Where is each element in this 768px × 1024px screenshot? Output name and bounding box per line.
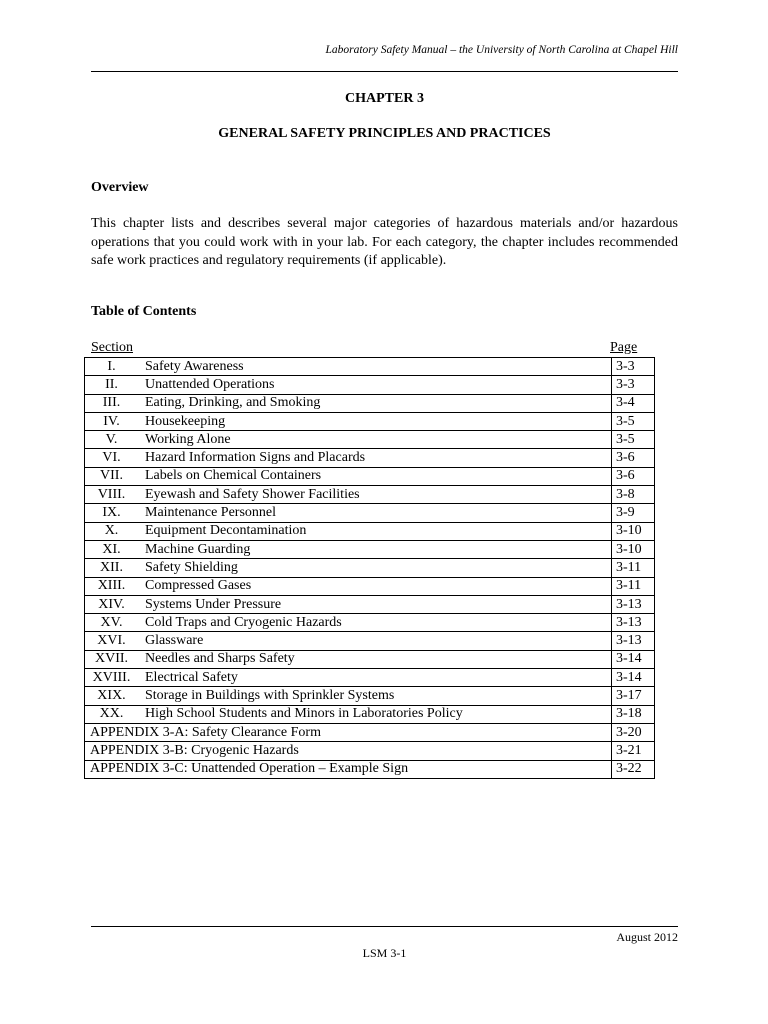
toc-appendix-title: APPENDIX 3-A: Safety Clearance Form bbox=[85, 723, 612, 741]
toc-section-number: XIX. bbox=[85, 687, 139, 705]
toc-page-number: 3-21 bbox=[612, 742, 655, 760]
footer-rule bbox=[91, 926, 678, 927]
toc-row bbox=[85, 486, 655, 504]
toc-page-number: 3-14 bbox=[612, 650, 655, 668]
header-rule bbox=[91, 71, 678, 72]
toc-section-title: Unattended Operations bbox=[138, 376, 612, 394]
toc-row bbox=[85, 504, 655, 522]
toc-section-number: XVII. bbox=[85, 650, 139, 668]
toc-section-number: XX. bbox=[85, 705, 139, 723]
toc-row bbox=[85, 449, 655, 467]
toc-page-number: 3-13 bbox=[612, 614, 655, 632]
toc-section-title: Cold Traps and Cryogenic Hazards bbox=[138, 614, 612, 632]
toc-section-number: XVI. bbox=[85, 632, 139, 650]
toc-row bbox=[85, 522, 655, 540]
toc-row bbox=[85, 412, 655, 430]
toc-section-number: XV. bbox=[85, 614, 139, 632]
running-header: Laboratory Safety Manual – the University of North Carolina at Chapel Hill bbox=[325, 44, 678, 56]
toc-page-number: 3-14 bbox=[612, 669, 655, 687]
toc-section-number: IV. bbox=[85, 412, 139, 430]
toc-section-title: Safety Shielding bbox=[138, 559, 612, 577]
toc-row bbox=[85, 595, 655, 613]
toc-page-number: 3-3 bbox=[612, 358, 655, 376]
toc-row bbox=[85, 632, 655, 650]
toc-page-number: 3-11 bbox=[612, 559, 655, 577]
toc-section-title: Eating, Drinking, and Smoking bbox=[138, 394, 612, 412]
toc-row bbox=[85, 650, 655, 668]
toc-heading: Table of Contents bbox=[91, 304, 197, 319]
toc-section-column-header: Section bbox=[91, 340, 133, 355]
toc-appendix-title: APPENDIX 3-C: Unattended Operation – Example Sign bbox=[85, 760, 612, 778]
toc-section-number: VIII. bbox=[85, 486, 139, 504]
toc-section-number: XII. bbox=[85, 559, 139, 577]
toc-section-number: II. bbox=[85, 376, 139, 394]
toc-section-title: Compressed Gases bbox=[138, 577, 612, 595]
toc-page-number: 3-6 bbox=[612, 467, 655, 485]
toc-section-title: High School Students and Minors in Laboratories Policy bbox=[138, 705, 612, 723]
toc-page-number: 3-10 bbox=[612, 540, 655, 558]
toc-section-title: Eyewash and Safety Shower Facilities bbox=[138, 486, 612, 504]
toc-section-title: Equipment Decontamination bbox=[138, 522, 612, 540]
toc-appendix-row bbox=[85, 760, 655, 778]
toc-page-number: 3-11 bbox=[612, 577, 655, 595]
overview-heading: Overview bbox=[91, 180, 149, 195]
toc-section-title: Glassware bbox=[138, 632, 612, 650]
toc-row bbox=[85, 376, 655, 394]
toc-section-title: Machine Guarding bbox=[138, 540, 612, 558]
toc-table bbox=[84, 357, 655, 779]
toc-row bbox=[85, 431, 655, 449]
toc-section-number: X. bbox=[85, 522, 139, 540]
toc-page-number: 3-10 bbox=[612, 522, 655, 540]
toc-section-number: VI. bbox=[85, 449, 139, 467]
toc-page-number: 3-22 bbox=[612, 760, 655, 778]
toc-page-number: 3-8 bbox=[612, 486, 655, 504]
toc-section-title: Safety Awareness bbox=[138, 358, 612, 376]
toc-page-number: 3-6 bbox=[612, 449, 655, 467]
toc-section-number: XVIII. bbox=[85, 669, 139, 687]
footer-date: August 2012 bbox=[616, 930, 678, 944]
toc-section-number: VII. bbox=[85, 467, 139, 485]
toc-row bbox=[85, 559, 655, 577]
toc-appendix-row bbox=[85, 742, 655, 760]
toc-page-number: 3-4 bbox=[612, 394, 655, 412]
toc-page-number: 3-9 bbox=[612, 504, 655, 522]
toc-section-number: XIV. bbox=[85, 595, 139, 613]
toc-page-number: 3-13 bbox=[612, 595, 655, 613]
toc-page-number: 3-3 bbox=[612, 376, 655, 394]
toc-section-title: Needles and Sharps Safety bbox=[138, 650, 612, 668]
toc-section-title: Maintenance Personnel bbox=[138, 504, 612, 522]
footer-page-id: LSM 3-1 bbox=[362, 946, 407, 960]
toc-section-title: Labels on Chemical Containers bbox=[138, 467, 612, 485]
chapter-number: CHAPTER 3 bbox=[345, 91, 424, 106]
toc-row bbox=[85, 467, 655, 485]
toc-page-number: 3-5 bbox=[612, 412, 655, 430]
toc-row bbox=[85, 358, 655, 376]
toc-row bbox=[85, 540, 655, 558]
toc-section-number: I. bbox=[85, 358, 139, 376]
toc-page-number: 3-13 bbox=[612, 632, 655, 650]
toc-page-number: 3-18 bbox=[612, 705, 655, 723]
chapter-title: GENERAL SAFETY PRINCIPLES AND PRACTICES bbox=[218, 126, 551, 141]
toc-section-number: XI. bbox=[85, 540, 139, 558]
toc-row bbox=[85, 394, 655, 412]
toc-row bbox=[85, 705, 655, 723]
toc-page-column-header: Page bbox=[610, 340, 638, 355]
toc-row bbox=[85, 614, 655, 632]
toc-section-title: Hazard Information Signs and Placards bbox=[138, 449, 612, 467]
toc-page-number: 3-20 bbox=[612, 723, 655, 741]
toc-row bbox=[85, 687, 655, 705]
toc-section-number: V. bbox=[85, 431, 139, 449]
toc-row bbox=[85, 669, 655, 687]
overview-paragraph: This chapter lists and describes several major categories of hazardous materials and/or hazardous operations that you could work with in your lab. For each category, the chapter includes recommended safe work practices and regulatory requirements (if applicable). bbox=[91, 216, 678, 268]
toc-section-number: IX. bbox=[85, 504, 139, 522]
toc-section-title: Housekeeping bbox=[138, 412, 612, 430]
toc-section-title: Storage in Buildings with Sprinkler Systems bbox=[138, 687, 612, 705]
toc-section-title: Electrical Safety bbox=[138, 669, 612, 687]
toc-section-number: XIII. bbox=[85, 577, 139, 595]
toc-appendix-title: APPENDIX 3-B: Cryogenic Hazards bbox=[85, 742, 612, 760]
toc-section-title: Systems Under Pressure bbox=[138, 595, 612, 613]
toc-section-number: III. bbox=[85, 394, 139, 412]
toc-appendix-row bbox=[85, 723, 655, 741]
toc-row bbox=[85, 577, 655, 595]
toc-page-number: 3-17 bbox=[612, 687, 655, 705]
toc-page-number: 3-5 bbox=[612, 431, 655, 449]
toc-section-title: Working Alone bbox=[138, 431, 612, 449]
